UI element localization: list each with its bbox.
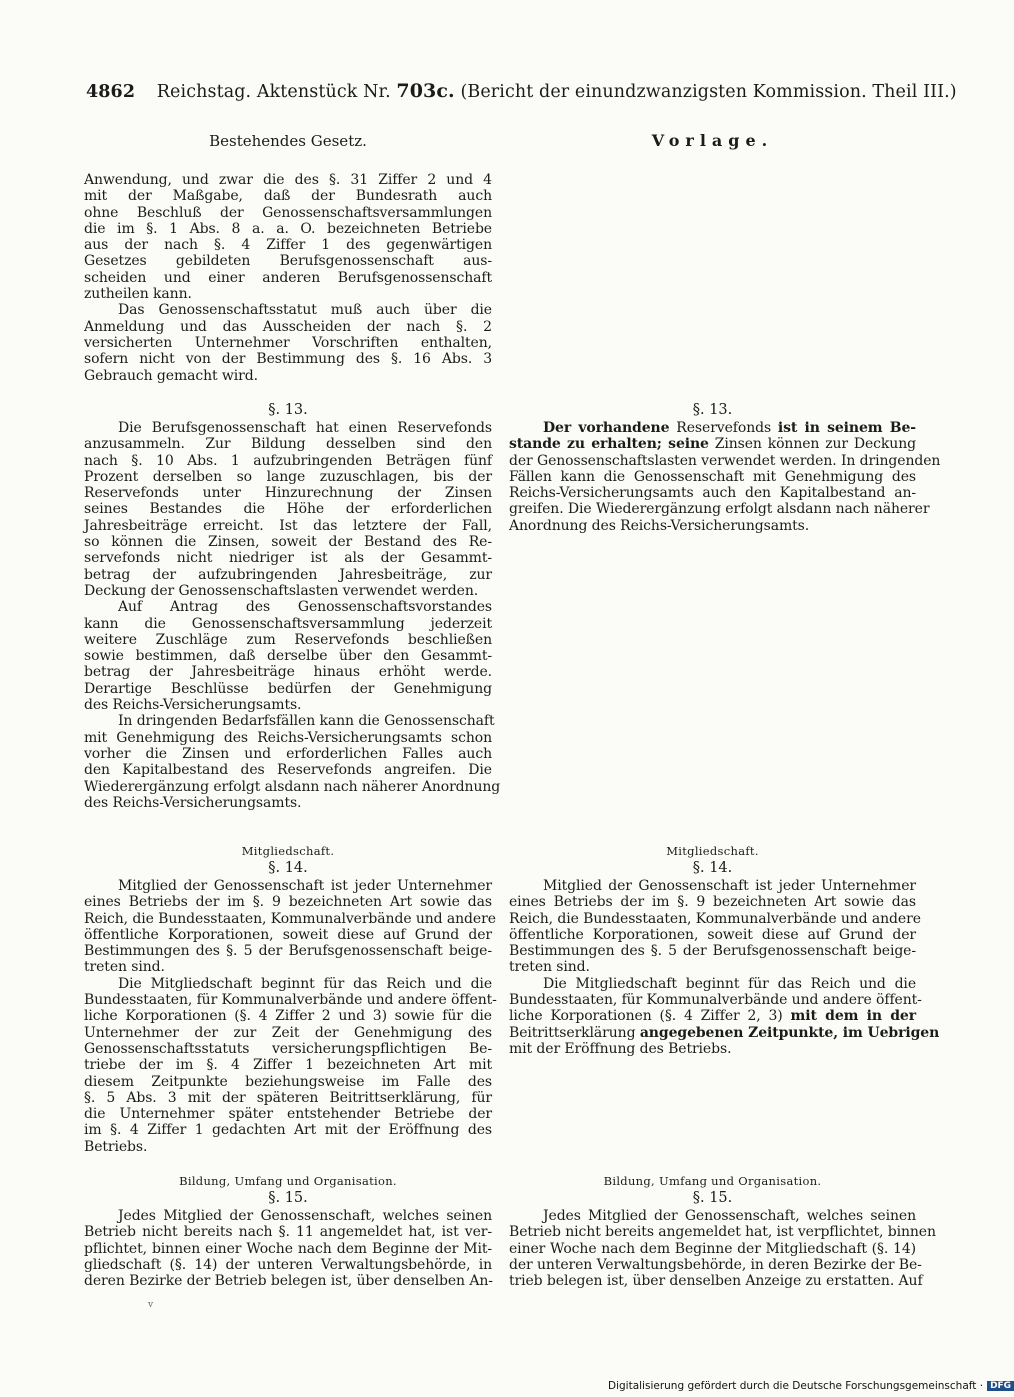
document-number: 703c. (396, 80, 455, 102)
left-section-13-title: §. 13. (268, 402, 308, 418)
text-line: Betrieb nicht bereits nach §. 11 angemeldet hat, ist ver- (84, 1224, 492, 1241)
dfg-logo: DFG (987, 1381, 1014, 1391)
text-line: greifen. Die Wiederergänzung erfolgt alsdann nach näherer (509, 501, 930, 518)
left-section-15-body (84, 1208, 492, 1289)
text-line: einer Woche nach dem Beginne der Mitgliedschaft (§. 14) (509, 1240, 916, 1257)
text-line: Genossenschaftsstatuts versicherungspflichtigen Be- (84, 1040, 492, 1057)
text-line: des Reichs-Versicherungsamts. (84, 697, 302, 714)
text-line: die Unternehmer später entstehender Betriebe der (84, 1106, 492, 1123)
text-line: Jedes Mitglied der Genossenschaft, welches seinen (118, 1208, 492, 1224)
text-line: Die Mitgliedschaft beginnt für das Reich und die (118, 975, 492, 992)
text-line (509, 420, 916, 436)
left-intro-block (84, 172, 492, 384)
text-line (509, 1024, 940, 1041)
text-line: treten sind. (509, 959, 590, 976)
text-line: mit der Eröffnung des Betriebs. (509, 1040, 732, 1057)
text-line: Mitglied der Genossenschaft ist jeder Unternehmer (543, 878, 916, 894)
left-section-14-title: §. 14. (268, 860, 308, 876)
text-line: scheiden und einer anderen Berufsgenossenschaft (84, 269, 492, 286)
text-line: so können die Zinsen, soweit der Bestand des Re- (84, 534, 492, 551)
right-section-13-title: §. 13. (692, 402, 733, 418)
bold-phrase: ist in seinem Be- (777, 420, 916, 436)
text-line: öffentliche Korporationen, soweit diese auf Grund der (509, 926, 916, 943)
right-section-13-body (509, 420, 941, 534)
text-line: Anordnung des Reichs-Versicherungsamts. (509, 517, 810, 534)
text-line: den Kapitalbestand des Reservefonds angreifen. Die (84, 762, 492, 779)
text-line: Derartige Beschlüsse bedürfen der Genehmigung (84, 680, 492, 697)
text-line (509, 1008, 916, 1024)
text-line: treten sind. (84, 959, 165, 976)
text-phrase: liche Korporationen (§. 4 Ziffer 2, 3) (509, 1008, 783, 1025)
text-line: Bestimmungen des §. 5 der Berufsgenossenschaft beige- (509, 943, 916, 960)
left-subheading-mitgliedschaft: Mitgliedschaft. (241, 844, 335, 858)
text-line: betrag der Jahresbeiträge hinaus erhöht werde. (84, 664, 492, 681)
left-subheading-bildung: Bildung, Umfang und Organisation. (179, 1174, 397, 1188)
text-line: triebe der im §. 4 Ziffer 1 bezeichneten Art mit (84, 1057, 492, 1074)
left-section-13-body (84, 420, 501, 811)
page-header (86, 80, 957, 103)
header-text: Reichstag. Aktenstück Nr. (156, 82, 391, 102)
text-line: Anwendung, und zwar die des §. 31 Ziffer 2 und 4 (84, 172, 492, 188)
text-line: deren Bezirke der Betrieb belegen ist, über denselben An- (84, 1273, 493, 1290)
text-line: diesem Zeitpunkte beziehungsweise im Falle des (84, 1073, 492, 1090)
right-subheading-mitgliedschaft: Mitgliedschaft. (666, 844, 759, 858)
text-line: §. 5 Abs. 3 mit der späteren Beitrittserklärung, für (84, 1089, 492, 1106)
text-line: nach §. 10 Abs. 1 aufzubringenden Beträgen fünf (84, 452, 492, 469)
text-line: Reich, die Bundesstaaten, Kommunalverbände und andere (509, 910, 921, 927)
text-phrase: Zinsen können zur Deckung (714, 436, 916, 453)
text-line (509, 436, 916, 452)
text-line: mit der Maßgabe, daß der Bundesrath auch (84, 188, 492, 205)
text-line: anzusammeln. Zur Bildung desselben sind den (84, 436, 492, 453)
text-line: sowie bestimmen, daß derselbe über den Gesammt- (84, 648, 492, 665)
text-line: In dringenden Bedarfsfällen kann die Genossenschaft (118, 713, 495, 730)
text-line: kann die Genossenschaftsversammlung jederzeit (84, 615, 492, 632)
text-line: Anmeldung und das Ausscheiden der nach §. 2 (84, 318, 492, 335)
text-line: liche Korporationen (§. 4 Ziffer 2 und 3) sowie für die (84, 1008, 492, 1025)
text-line: Wiederergänzung erfolgt alsdann nach näherer Anordnung (84, 778, 501, 795)
text-line: Fällen kann die Genossenschaft mit Genehmigung des (509, 468, 916, 485)
bold-phrase: angegebenen Zeitpunkte, im Uebrigen (639, 1024, 940, 1041)
text-line: Prozent derselben so lange zuzuschlagen, bis der (84, 468, 492, 485)
text-line: seines Bestandes die Höhe der erforderlichen (84, 501, 492, 518)
text-line: versicherten Unternehmer Vorschriften enthalten, (84, 334, 492, 351)
text-line: Betriebs. (84, 1138, 148, 1155)
text-line: Bundesstaaten, für Kommunalverbände und andere öffent- (509, 992, 922, 1009)
text-line: im §. 4 Ziffer 1 gedachten Art mit der Eröffnung des (84, 1122, 492, 1139)
bold-phrase: Der vorhandene (543, 420, 670, 436)
bold-phrase: stande zu erhalten; seine (509, 436, 709, 453)
text-line: der unteren Verwaltungsbehörde, in deren Bezirke der Be- (509, 1256, 922, 1273)
left-section-14-body (84, 878, 497, 1155)
page-number: 4862 (86, 82, 136, 102)
text-line: öffentliche Korporationen, soweit diese auf Grund der (84, 926, 492, 943)
text-line: Gebrauch gemacht wird. (84, 367, 258, 384)
left-column-heading: Bestehendes Gesetz. (209, 132, 367, 150)
text-line: zutheilen kann. (84, 286, 192, 303)
text-line: Die Berufsgenossenschaft hat einen Reservefonds (118, 420, 492, 436)
left-section-15-title: §. 15. (268, 1190, 308, 1206)
text-line: sofern nicht von der Bestimmung des §. 16 Abs. 3 (84, 351, 492, 368)
text-line: Reich, die Bundesstaaten, Kommunalverbände und andere (84, 910, 496, 927)
bold-phrase: mit dem in der (790, 1008, 916, 1025)
text-line: pflichtet, binnen einer Woche nach dem Beginne der Mit- (84, 1240, 492, 1257)
text-line: betrag der aufzubringenden Jahresbeiträge, zur (84, 566, 492, 583)
print-speck: v (148, 1300, 154, 1310)
text-line: servefonds nicht niedriger ist als der Gesammt- (84, 550, 492, 567)
digitization-footer (608, 1380, 1014, 1392)
text-line: Mitglied der Genossenschaft ist jeder Unternehmer (118, 878, 492, 894)
text-line: gliedschaft (§. 14) der unteren Verwaltungsbehörde, in (84, 1256, 492, 1273)
text-line: Reichs-Versicherungsamts auch den Kapitalbestand an- (509, 485, 916, 502)
right-column-heading: Vorlage. (651, 131, 774, 150)
text-line: der Genossenschaftslasten verwendet werden. In dringenden (509, 452, 941, 469)
text-line: weitere Zuschläge zum Reservefonds beschließen (84, 631, 492, 648)
text-line: eines Betriebs der im §. 9 bezeichneten Art sowie das (509, 894, 916, 911)
text-line: Das Genossenschaftsstatut muß auch über die (118, 302, 492, 319)
text-line: Die Mitgliedschaft beginnt für das Reich und die (543, 975, 916, 992)
text-line: vorher die Zinsen und erforderlichen Falles auch (84, 745, 492, 762)
right-section-13-rest (509, 452, 941, 534)
text-line: Betrieb nicht bereits angemeldet hat, ist verpflichtet, binnen (509, 1224, 936, 1241)
right-section-14-title: §. 14. (692, 860, 733, 876)
text-line: ohne Beschluß der Genossenschaftsversammlungen (84, 204, 492, 221)
footer-text: Digitalisierung gefördert durch die Deutsche Forschungsgemeinschaft · (608, 1380, 984, 1392)
text-line: Gesetzes gebildeten Berufsgenossenschaft aus- (84, 253, 492, 270)
right-section-14-lines (509, 878, 922, 1009)
right-section-15-title: §. 15. (692, 1190, 733, 1206)
text-line: mit Genehmigung des Reichs-Versicherungsamts schon (84, 729, 492, 746)
text-line: des Reichs-Versicherungsamts. (84, 794, 302, 811)
text-line: Auf Antrag des Genossenschaftsvorstandes (118, 599, 492, 616)
header-tail: (Bericht der einundzwanzigsten Kommission. Theil III.) (460, 82, 957, 102)
text-phrase: Reservefonds (676, 420, 772, 436)
text-line: aus der nach §. 4 Ziffer 1 des gegenwärtigen (84, 237, 492, 254)
text-line: Reservefonds unter Hinzurechnung der Zinsen (84, 485, 492, 502)
text-line: trieb belegen ist, über denselben Anzeige zu erstatten. Auf (509, 1273, 923, 1290)
text-line: die im §. 1 Abs. 8 a. a. O. bezeichneten Betriebe (84, 220, 492, 237)
text-line: Bestimmungen des §. 5 der Berufsgenossenschaft beige- (84, 943, 492, 960)
right-section-15-body (509, 1208, 936, 1290)
text-line: Unternehmer der zur Zeit der Genehmigung des (84, 1024, 492, 1041)
right-section-14-body (509, 878, 940, 1057)
text-line: Jedes Mitglied der Genossenschaft, welches seinen (543, 1208, 916, 1224)
right-subheading-bildung: Bildung, Umfang und Organisation. (603, 1174, 822, 1188)
text-line: Deckung der Genossenschaftslasten verwendet werden. (84, 582, 479, 599)
text-line: Bundesstaaten, für Kommunalverbände und andere öffent- (84, 992, 497, 1009)
text-line: eines Betriebs der im §. 9 bezeichneten Art sowie das (84, 894, 492, 911)
text-line: Jahresbeiträge erreicht. Ist das letztere der Fall, (84, 517, 492, 534)
text-phrase: Beitrittserklärung (509, 1024, 636, 1041)
